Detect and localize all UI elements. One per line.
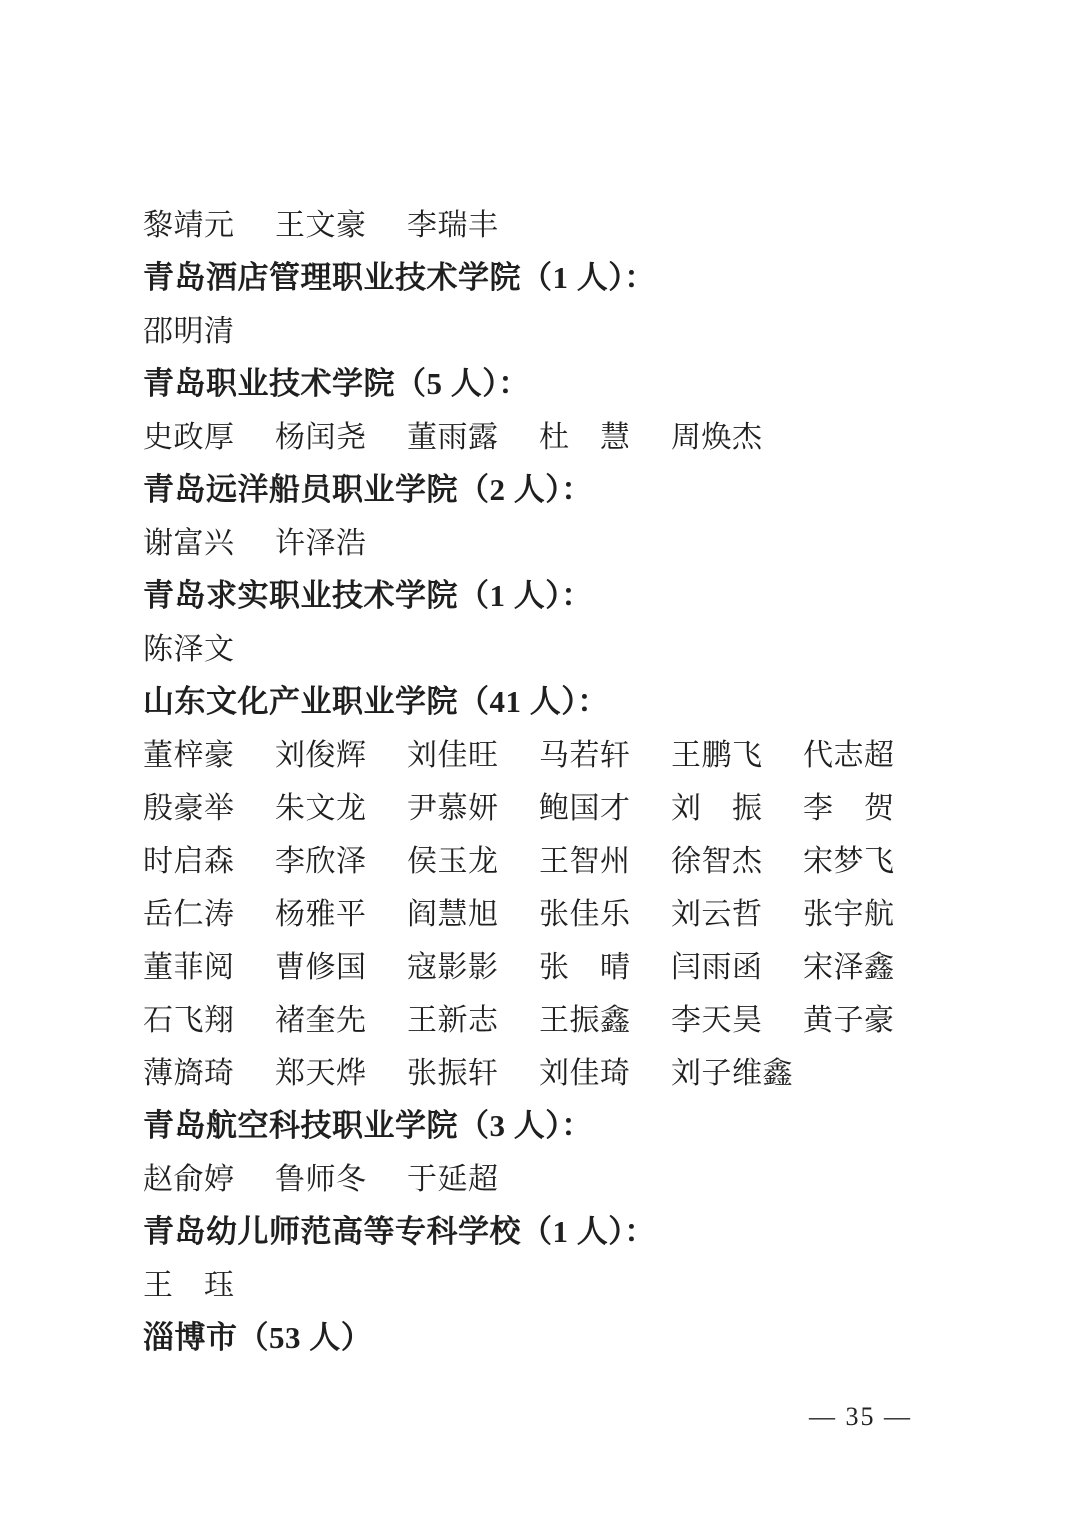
- person-name: 王智州: [539, 844, 631, 878]
- person-name: 董雨露: [407, 420, 499, 454]
- person-name: 李瑞丰: [407, 208, 499, 242]
- person-name: 王文豪: [275, 208, 367, 242]
- person-name: 郑天烨: [275, 1056, 367, 1090]
- section-heading-row: [143, 1202, 973, 1255]
- person-name: 鲁师冬: [275, 1162, 367, 1196]
- person-name: 周焕杰: [671, 420, 763, 454]
- city-heading-row: [143, 1308, 973, 1361]
- person-name: 刘云哲: [671, 897, 763, 931]
- person-name: 陈泽文: [143, 632, 235, 666]
- person-name: 鲍国才: [539, 791, 631, 825]
- section-heading: 青岛幼儿师范高等专科学校（1 人）：: [143, 1214, 656, 1249]
- person-name: 张宇航: [803, 897, 895, 931]
- person-name: 王鹏飞: [671, 738, 763, 772]
- person-name: 马若轩: [539, 738, 631, 772]
- person-name: 史政厚: [143, 420, 235, 454]
- person-name: 张佳乐: [539, 897, 631, 931]
- names-row: [143, 195, 973, 248]
- person-name: 阎慧旭: [407, 897, 499, 931]
- person-name: 宋泽鑫: [803, 950, 895, 984]
- section-heading-row: [143, 566, 973, 619]
- section-heading: 青岛远洋船员职业学院（2 人）：: [143, 472, 593, 507]
- names-row: [143, 778, 973, 831]
- person-name: 寇影影: [407, 950, 499, 984]
- section-heading: 山东文化产业职业学院（41 人）：: [143, 684, 609, 719]
- person-name: 宋梦飞: [803, 844, 895, 878]
- person-name: 张振轩: [407, 1056, 499, 1090]
- person-name: 褚奎先: [275, 1003, 367, 1037]
- person-name: 董菲阅: [143, 950, 235, 984]
- person-name: 李天昊: [671, 1003, 763, 1037]
- section-heading-row: [143, 1096, 973, 1149]
- names-row: [143, 407, 973, 460]
- section-heading-row: [143, 672, 973, 725]
- section-heading: 青岛求实职业技术学院（1 人）：: [143, 578, 593, 613]
- person-name: 李欣泽: [275, 844, 367, 878]
- person-name: 尹慕妍: [407, 791, 499, 825]
- names-row: [143, 1255, 973, 1308]
- person-name: 朱文龙: [275, 791, 367, 825]
- person-name: 岳仁涛: [143, 897, 235, 931]
- person-name: 于延超: [407, 1162, 499, 1196]
- person-name: 石飞翔: [143, 1003, 235, 1037]
- names-row: [143, 884, 973, 937]
- person-name: 王 珏: [143, 1268, 235, 1302]
- section-heading: 青岛职业技术学院（5 人）：: [143, 366, 530, 401]
- names-row: [143, 1043, 973, 1096]
- person-name: 李 贺: [803, 791, 895, 825]
- person-name: 刘俊辉: [275, 738, 367, 772]
- person-name: 赵俞婷: [143, 1162, 235, 1196]
- person-name: 薄旖琦: [143, 1056, 235, 1090]
- city-heading: 淄博市（53 人）: [143, 1320, 373, 1355]
- person-name: 刘佳旺: [407, 738, 499, 772]
- document-body: [143, 195, 973, 1361]
- person-name: 黄子豪: [803, 1003, 895, 1037]
- names-row: [143, 937, 973, 990]
- names-row: [143, 619, 973, 672]
- person-name: 侯玉龙: [407, 844, 499, 878]
- person-name: 杜 慧: [539, 420, 631, 454]
- names-row: [143, 301, 973, 354]
- names-row: [143, 513, 973, 566]
- names-row: [143, 990, 973, 1043]
- person-name: 许泽浩: [275, 526, 367, 560]
- person-name: 刘佳琦: [539, 1056, 631, 1090]
- section-heading: 青岛酒店管理职业技术学院（1 人）：: [143, 260, 656, 295]
- person-name: 曹修国: [275, 950, 367, 984]
- person-name: 杨闰尧: [275, 420, 367, 454]
- person-name: 邵明清: [143, 314, 235, 348]
- person-name: 徐智杰: [671, 844, 763, 878]
- person-name: 张 晴: [539, 950, 631, 984]
- person-name: 黎靖元: [143, 208, 235, 242]
- person-name: 代志超: [803, 738, 895, 772]
- names-row: [143, 831, 973, 884]
- names-row: [143, 725, 973, 778]
- section-heading-row: [143, 460, 973, 513]
- section-heading-row: [143, 248, 973, 301]
- section-heading: 青岛航空科技职业学院（3 人）：: [143, 1108, 593, 1143]
- person-name: 时启森: [143, 844, 235, 878]
- page-number: — 35 —: [809, 1402, 912, 1431]
- person-name: 殷豪举: [143, 791, 235, 825]
- person-name: 闫雨函: [671, 950, 763, 984]
- section-heading-row: [143, 354, 973, 407]
- person-name: 杨雅平: [275, 897, 367, 931]
- person-name: 谢富兴: [143, 526, 235, 560]
- person-name: 刘子维鑫: [671, 1056, 793, 1090]
- person-name: 王振鑫: [539, 1003, 631, 1037]
- names-row: [143, 1149, 973, 1202]
- person-name: 刘 振: [671, 791, 763, 825]
- person-name: 董梓豪: [143, 738, 235, 772]
- person-name: 王新志: [407, 1003, 499, 1037]
